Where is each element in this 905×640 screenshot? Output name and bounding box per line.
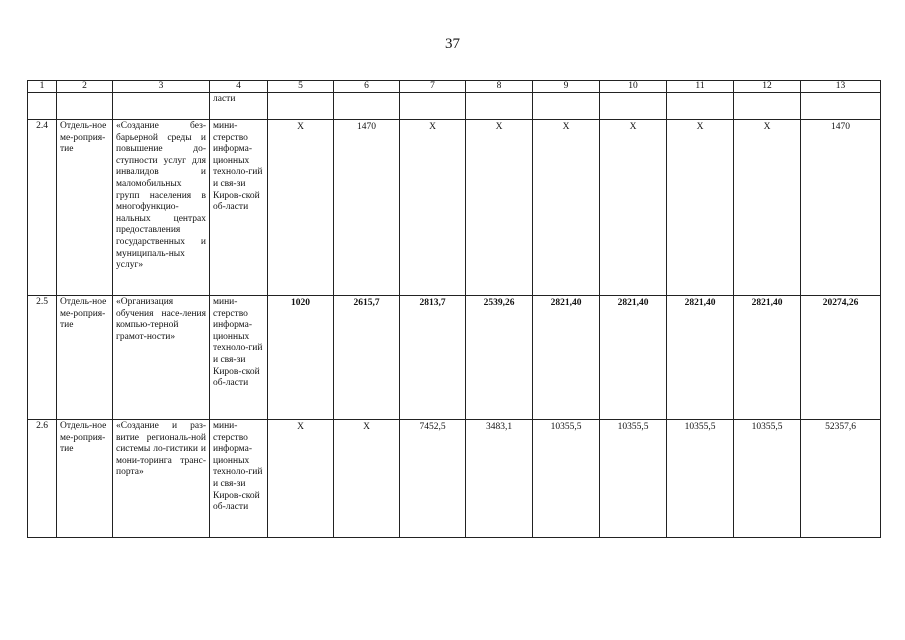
value-cell: 1020 (268, 296, 334, 420)
column-header: 3 (113, 81, 210, 93)
measure-name-cell: «Организация обучения насе-ления компью-терной грамот-ности» (113, 296, 210, 420)
column-header: 11 (667, 81, 734, 93)
header-row (28, 81, 881, 93)
measure-name-cell: «Создание и раз-витие региональ-ной системы ло-гистики и мони-торинга транс-порта» (113, 420, 210, 538)
value-cell: Х (600, 120, 667, 296)
column-header: 10 (600, 81, 667, 93)
value-cell: Х (268, 420, 334, 538)
table-cell (400, 93, 466, 120)
value-cell: Х (734, 120, 801, 296)
measure-type-cell: Отдель-ное ме-роприя-тие (57, 420, 113, 538)
measure-type-cell: Отдель-ное ме-роприя-тие (57, 296, 113, 420)
value-cell: Х (466, 120, 533, 296)
column-header: 2 (57, 81, 113, 93)
value-cell: 2813,7 (400, 296, 466, 420)
table-cell (533, 93, 600, 120)
table-cell (334, 93, 400, 120)
table-cell (667, 93, 734, 120)
table-cell (801, 93, 881, 120)
column-header: 1 (28, 81, 57, 93)
value-cell: 10355,5 (600, 420, 667, 538)
value-cell: 2821,40 (533, 296, 600, 420)
column-header: 4 (210, 81, 268, 93)
column-header: 9 (533, 81, 600, 93)
value-cell: 7452,5 (400, 420, 466, 538)
value-cell: 2539,26 (466, 296, 533, 420)
executor-cell: мини-стерство информа-ционных техноло-гий и свя-зи Киров-ской об-ласти (210, 120, 268, 296)
row-number-cell: 2.6 (28, 420, 57, 538)
value-cell: 10355,5 (533, 420, 600, 538)
value-cell: Х (667, 120, 734, 296)
value-cell: 10355,5 (667, 420, 734, 538)
table-cell (28, 93, 57, 120)
value-cell: 3483,1 (466, 420, 533, 538)
total-value-cell: 52357,6 (801, 420, 881, 538)
value-cell: 10355,5 (734, 420, 801, 538)
column-header: 12 (734, 81, 801, 93)
value-cell: 1470 (334, 120, 400, 296)
value-cell: Х (334, 420, 400, 538)
value-cell: Х (268, 120, 334, 296)
measure-type-cell: Отдель-ное ме-роприя-тие (57, 120, 113, 296)
value-cell: 2821,40 (600, 296, 667, 420)
table-row-continuation (28, 93, 881, 120)
total-value-cell: 20274,26 (801, 296, 881, 420)
column-header: 6 (334, 81, 400, 93)
row-number-cell: 2.4 (28, 120, 57, 296)
measure-name-cell: «Создание без-барьерной среды и повышение до-ступности услуг для инвалидов и маломобильных групп населения в многофункцио-нальных центрах предоставления государственных и муниципаль-ных услуг» (113, 120, 210, 296)
column-header: 5 (268, 81, 334, 93)
table-cell (466, 93, 533, 120)
value-cell: 2615,7 (334, 296, 400, 420)
data-table (27, 80, 881, 538)
table-cell (734, 93, 801, 120)
value-cell: Х (400, 120, 466, 296)
page-number: 37 (445, 36, 460, 52)
table-cell (268, 93, 334, 120)
table-cell (113, 93, 210, 120)
value-cell: 2821,40 (667, 296, 734, 420)
row-number-cell: 2.5 (28, 296, 57, 420)
value-cell: Х (533, 120, 600, 296)
table-cell (57, 93, 113, 120)
table-row (28, 296, 881, 420)
value-cell: 2821,40 (734, 296, 801, 420)
executor-cell: ласти (210, 93, 268, 120)
total-value-cell: 1470 (801, 120, 881, 296)
table-row (28, 420, 881, 538)
executor-cell: мини-стерство информа-ционных техноло-гий и свя-зи Киров-ской об-ласти (210, 296, 268, 420)
column-header: 7 (400, 81, 466, 93)
column-header: 13 (801, 81, 881, 93)
table-row (28, 120, 881, 296)
column-header: 8 (466, 81, 533, 93)
table-cell (600, 93, 667, 120)
executor-cell: мини-стерство информа-ционных техноло-гий и свя-зи Киров-ской об-ласти (210, 420, 268, 538)
